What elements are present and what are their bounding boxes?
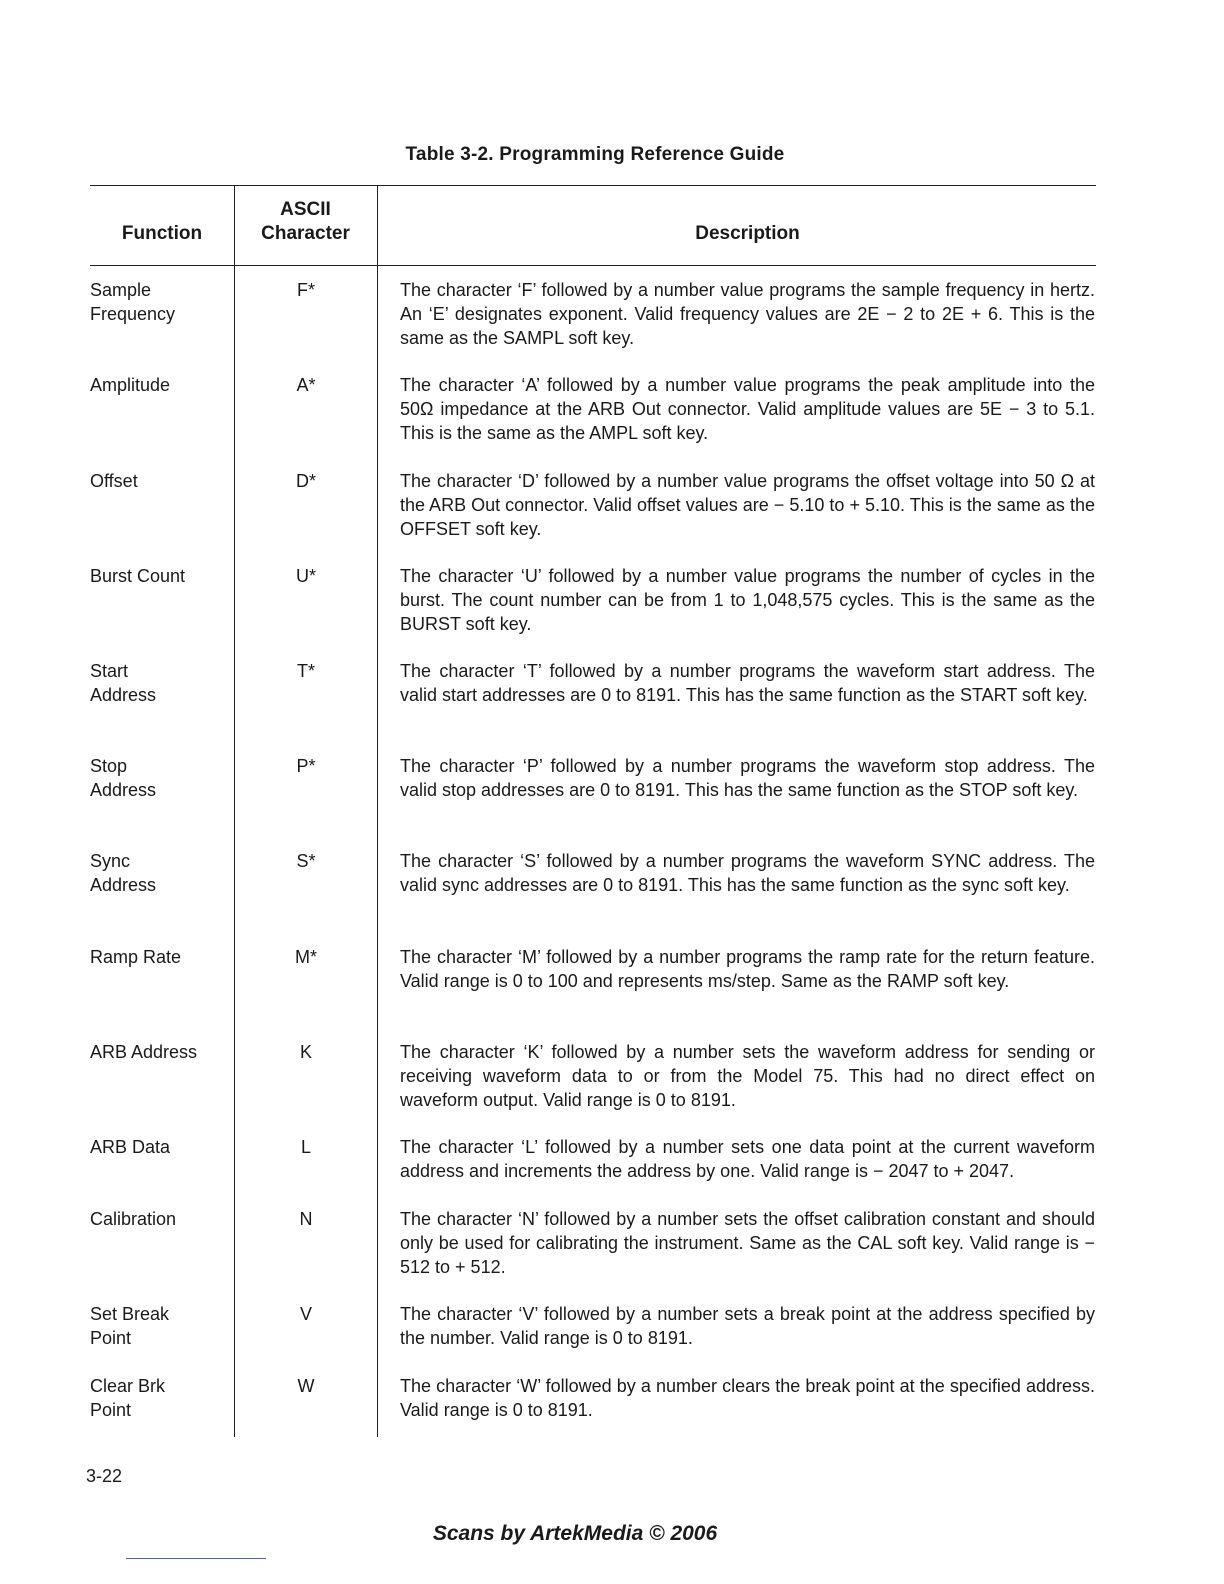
function-line: Calibration (90, 1209, 177, 1229)
function-line: Frequency (90, 304, 176, 324)
footer-rule (126, 1558, 266, 1559)
header-function: Function (121, 223, 203, 244)
description-cell: The character ‘P’ followed by a number programs the waveform stop address. The valid stop addresses are 0 to 8191. This has the same function as the STOP soft key. (400, 756, 1095, 800)
description-cell: The character ‘V’ followed by a number sets a break point at the address specified by the number. Valid range is 0 to 8191. (400, 1304, 1095, 1348)
function-cell (90, 754, 230, 802)
function-line: Offset (90, 471, 138, 491)
ascii-cell: T* (297, 661, 315, 681)
function-cell (90, 1207, 230, 1231)
ascii-cell: S* (296, 851, 316, 871)
table-top-rule (90, 185, 1096, 186)
function-line: Set Break (90, 1304, 170, 1324)
page-number: 3-22 (86, 1466, 123, 1486)
description-cell: The character ‘N’ followed by a number sets the offset calibration constant and should only be used for calibrating the instrument. Same as the CAL soft key. Valid range is − 512 to + 512. (400, 1209, 1095, 1277)
ascii-cell: V (299, 1304, 312, 1324)
ascii-cell: M* (295, 947, 317, 967)
function-cell (90, 1040, 230, 1064)
description-cell: The character ‘M’ followed by a number programs the ramp rate for the return feature. Valid range is 0 to 100 and represents ms/step. Same as the RAMP soft key. (400, 947, 1095, 991)
function-cell (90, 849, 230, 897)
function-line: Ramp Rate (90, 947, 182, 967)
function-cell (90, 564, 230, 588)
function-line: Address (90, 875, 157, 895)
ascii-cell: F* (297, 280, 315, 300)
scan-credit: Scans by ArtekMedia © 2006 (432, 1522, 718, 1545)
ascii-cell: P* (296, 756, 316, 776)
description-cell: The character ‘K’ followed by a number sets the waveform address for sending or receiving waveform data to or from the Model 75. This had no direct effect on waveform output. Valid range is 0 to 8191. (400, 1042, 1095, 1110)
header-ascii-line1: ASCII (280, 199, 331, 220)
function-line: Amplitude (90, 375, 171, 395)
description-cell: The character ‘D’ followed by a number value programs the offset voltage into 50 Ω at the ARB Out connector. Valid offset values are − 5.10 to + 5.10. This is the same as the OFFSET soft key. (400, 471, 1095, 539)
header-description: Description (695, 223, 800, 244)
function-cell (90, 373, 230, 397)
ascii-cell: U* (295, 566, 316, 586)
function-line: Address (90, 685, 157, 705)
description-cell: The character ‘L’ followed by a number sets one data point at the current waveform address and increments the address by one. Valid range is − 2047 to + 2047. (400, 1137, 1095, 1181)
function-line: ARB Data (90, 1137, 171, 1157)
ascii-cell: A* (296, 375, 316, 395)
function-line: Sample (90, 280, 152, 300)
function-line: Burst Count (90, 566, 186, 586)
description-cell: The character ‘S’ followed by a number programs the waveform SYNC address. The valid sync addresses are 0 to 8191. This has the same function as the sync soft key. (400, 851, 1095, 895)
ascii-cell: D* (295, 471, 316, 491)
function-line: Clear Brk (90, 1376, 166, 1396)
function-cell (90, 1374, 230, 1422)
description-cell: The character ‘A’ followed by a number value programs the peak amplitude into the 50Ω impedance at the ARB Out connector. Valid amplitude values are 5E − 3 to 5.1. This is the same as the AMPL soft key. (400, 375, 1095, 443)
function-cell (90, 1302, 230, 1350)
function-cell (90, 469, 230, 493)
description-cell: The character ‘T’ followed by a number programs the waveform start address. The valid start addresses are 0 to 8191. This has the same function as the START soft key. (400, 661, 1095, 705)
function-line: Stop (90, 756, 128, 776)
function-cell (90, 945, 230, 969)
table-title: Table 3-2. Programming Reference Guide (405, 144, 785, 165)
ascii-cell: W (297, 1376, 315, 1396)
function-cell (90, 278, 230, 326)
function-line: Point (90, 1328, 132, 1348)
ascii-cell: K (299, 1042, 312, 1062)
description-cell: The character ‘W’ followed by a number clears the break point at the specified address. Valid range is 0 to 8191. (400, 1376, 1095, 1420)
header-bottom-rule (90, 265, 1096, 266)
ascii-cell: N (299, 1209, 313, 1229)
function-line: Start (90, 661, 129, 681)
function-cell (90, 659, 230, 707)
ascii-cell: L (300, 1137, 311, 1157)
function-cell (90, 1135, 230, 1159)
function-line: ARB Address (90, 1042, 198, 1062)
description-cell: The character ‘F’ followed by a number value programs the sample frequency in hertz. An ‘E’ designates exponent. Valid frequency values are 2E − 2 to 2E + 6. This is the same as the SAMPL soft key. (400, 280, 1095, 348)
header-ascii-line2: Character (261, 223, 350, 244)
column-divider-2 (377, 185, 378, 1437)
function-line: Point (90, 1400, 132, 1420)
description-cell: The character ‘U’ followed by a number value programs the number of cycles in the burst. The count number can be from 1 to 1,048,575 cycles. This is the same as the BURST soft key. (400, 566, 1095, 634)
function-line: Sync (90, 851, 131, 871)
function-line: Address (90, 780, 157, 800)
